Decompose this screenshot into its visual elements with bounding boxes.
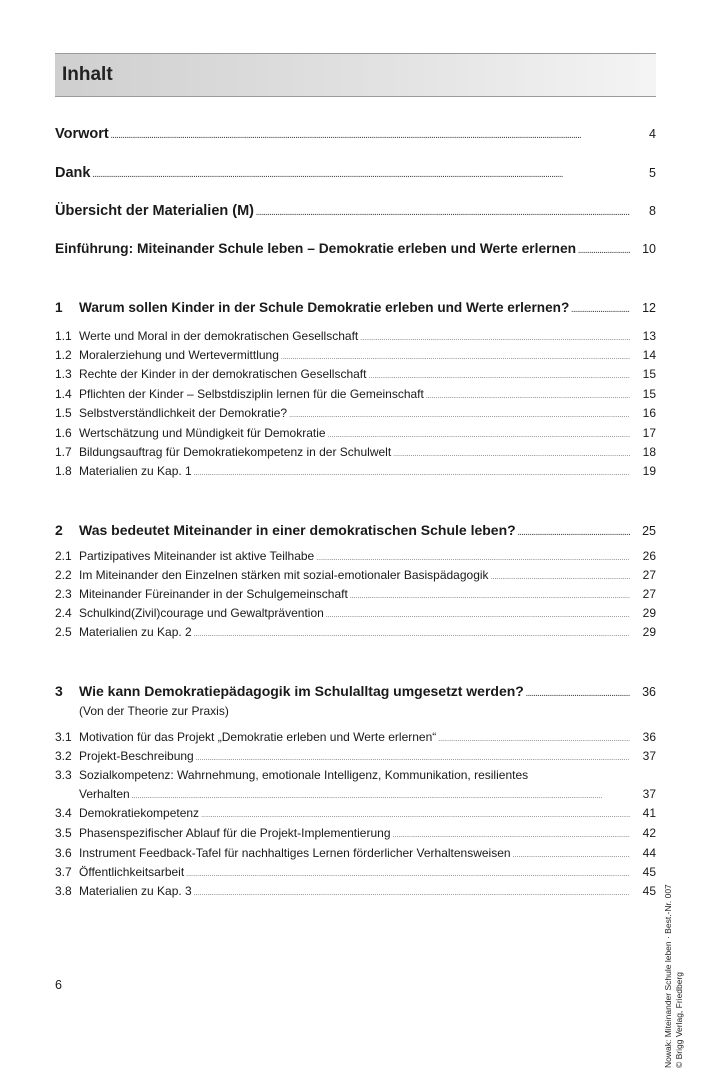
section-page: 17 [642, 426, 656, 440]
section-title: Materialien zu Kap. 1 [79, 464, 192, 478]
section-page: 26 [642, 549, 656, 563]
section-title: Pflichten der Kinder – Selbstdisziplin lernen für die Gemeinschaft [79, 387, 424, 401]
section-title: Bildungsauftrag für Demokratiekompetenz in der Schulwelt [79, 445, 392, 459]
leader-dots [526, 683, 630, 699]
leader-dots [518, 522, 630, 538]
toc-section-3-3[interactable] [55, 768, 656, 782]
leader-dots [196, 749, 630, 763]
leader-dots [393, 445, 630, 459]
toc-section-2-1[interactable] [55, 549, 656, 563]
section-page: 29 [642, 606, 656, 620]
section-title: Projekt-Beschreibung [79, 749, 194, 763]
toc-section-3-3-continued[interactable] [55, 787, 656, 801]
toc-entry-dank[interactable] [55, 165, 656, 181]
section-number: 1.3 [55, 367, 72, 381]
section-number: 3.7 [55, 865, 72, 879]
section-title: Im Miteinander den Einzelnen stärken mit sozial-emotionaler Basispädagogik [79, 568, 489, 582]
section-page: 27 [642, 568, 656, 582]
section-number: 3.6 [55, 846, 72, 860]
section-title-continuation: Verhalten [79, 787, 130, 801]
section-number: 1.5 [55, 406, 72, 420]
section-title: Demokratiekompetenz [79, 806, 200, 820]
section-number: 2.3 [55, 587, 72, 601]
toc-section-2-3[interactable] [55, 587, 656, 601]
toc-section-3-2[interactable] [55, 749, 656, 763]
section-number: 1.8 [55, 464, 72, 478]
publisher-side-note [663, 838, 685, 1068]
section-title: Werte und Moral in der demokratischen Gesellschaft [79, 329, 359, 343]
chapter-number: 2 [55, 522, 63, 538]
section-title: Schulkind(Zivil)courage und Gewaltprävention [79, 606, 324, 620]
leader-dots [393, 826, 631, 840]
toc-section-1-5[interactable] [55, 406, 656, 420]
section-number: 2.2 [55, 568, 72, 582]
toc-entry-einfuehrung[interactable] [55, 241, 656, 256]
toc-section-1-2[interactable] [55, 348, 656, 362]
section-title: Öffentlichkeitsarbeit [79, 865, 185, 879]
leader-dots [578, 241, 630, 256]
leader-dots [201, 806, 630, 820]
section-title: Rechte der Kinder in der demokratischen Gesellschaft [79, 367, 367, 381]
chapter-page: 12 [642, 301, 656, 315]
leader-dots [513, 846, 630, 860]
section-page: 27 [642, 587, 656, 601]
section-title: Miteinander Füreinander in der Schulgemeinschaft [79, 587, 348, 601]
section-title: Selbstverständlichkeit der Demokratie? [79, 406, 288, 420]
leader-dots [194, 625, 630, 639]
chapter-number: 1 [55, 300, 63, 315]
toc-section-3-7[interactable] [55, 865, 656, 879]
toc-section-2-4[interactable] [55, 606, 656, 620]
side-note-line-1: Nowak: Miteinander Schule leben · Best.-Nr. 007 [663, 884, 673, 1068]
leader-dots [328, 426, 630, 440]
section-page: 15 [642, 387, 656, 401]
section-title: Motivation für das Projekt „Demokratie erleben und Werte erlernen“ [79, 730, 437, 744]
section-number: 1.4 [55, 387, 72, 401]
section-page: 13 [642, 329, 656, 343]
leader-dots [326, 606, 630, 620]
toc-section-2-5[interactable] [55, 625, 656, 639]
chapter-title: Was bedeutet Miteinander in einer demokratischen Schule leben? [79, 522, 516, 538]
contents-title: Inhalt [62, 64, 113, 85]
toc-entry-page: 10 [642, 242, 656, 256]
leader-dots [571, 300, 630, 315]
leader-dots [316, 549, 630, 563]
section-page: 16 [642, 406, 656, 420]
section-number: 3.1 [55, 730, 72, 744]
toc-section-1-3[interactable] [55, 367, 656, 381]
leader-dots [289, 406, 630, 420]
toc-section-3-5[interactable] [55, 826, 656, 840]
section-number: 2.1 [55, 549, 72, 563]
leader-dots [111, 126, 630, 142]
section-number: 2.4 [55, 606, 72, 620]
section-title: Moralerziehung und Wertevermittlung [79, 348, 279, 362]
section-title: Partizipatives Miteinander ist aktive Teilhabe [79, 549, 315, 563]
section-title: Wertschätzung und Mündigkeit für Demokratie [79, 426, 326, 440]
section-page: 42 [642, 826, 656, 840]
toc-entry-page: 5 [649, 166, 656, 180]
section-page: 45 [642, 865, 656, 879]
chapter-title: Warum sollen Kinder in der Schule Demokratie erleben und Werte erlernen? [79, 300, 570, 315]
toc-section-1-6[interactable] [55, 426, 656, 440]
leader-dots [256, 203, 630, 219]
section-page: 36 [642, 730, 656, 744]
leader-dots [360, 329, 630, 343]
leader-dots [194, 884, 630, 898]
chapter-number: 3 [55, 683, 63, 699]
section-title: Materialien zu Kap. 2 [79, 625, 192, 639]
section-page: 29 [642, 625, 656, 639]
toc-section-1-1[interactable] [55, 329, 656, 343]
toc-entry-materialien[interactable] [55, 203, 656, 219]
leader-dots [186, 865, 630, 879]
toc-entry-page: 4 [649, 127, 656, 141]
section-number: 3.4 [55, 806, 72, 820]
section-page: 18 [642, 445, 656, 459]
section-page: 37 [642, 749, 656, 763]
side-note-line-2: © Brigg Verlag, Friedberg [674, 971, 684, 1068]
leader-dots [491, 568, 630, 582]
section-number: 1.2 [55, 348, 72, 362]
leader-dots [438, 730, 630, 744]
section-page: 19 [642, 464, 656, 478]
leader-dots [368, 367, 630, 381]
section-title: Instrument Feedback-Tafel für nachhaltiges Lernen förderlicher Verhaltensweisen [79, 846, 511, 860]
section-number: 3.3 [55, 768, 72, 782]
leader-dots [92, 165, 630, 181]
chapter-page: 25 [642, 524, 656, 538]
leader-dots [426, 387, 630, 401]
section-page: 37 [642, 787, 656, 801]
section-page: 14 [642, 348, 656, 362]
section-title: Phasenspezifischer Ablauf für die Projekt-Implementierung [79, 826, 391, 840]
toc-section-3-4[interactable] [55, 806, 656, 820]
section-number: 2.5 [55, 625, 72, 639]
toc-section-3-1[interactable] [55, 730, 656, 744]
toc-entry-label: Einführung: Miteinander Schule leben – Demokratie erleben und Werte erlernen [55, 241, 577, 256]
leader-dots [350, 587, 630, 601]
section-number: 3.2 [55, 749, 72, 763]
section-page: 15 [642, 367, 656, 381]
toc-chapter-3[interactable] [55, 683, 656, 699]
toc-entry-label: Übersicht der Materialien (M) [55, 203, 255, 219]
toc-section-2-2[interactable] [55, 568, 656, 582]
section-number: 1.6 [55, 426, 72, 440]
toc-section-1-4[interactable] [55, 387, 656, 401]
leader-dots [281, 348, 630, 362]
toc-entry-label: Vorwort [55, 126, 109, 142]
section-page: 45 [642, 884, 656, 898]
toc-section-3-8[interactable] [55, 884, 656, 898]
chapter-page: 36 [642, 685, 656, 699]
toc-chapter-2[interactable] [55, 522, 656, 538]
chapter-title: Wie kann Demokratiepädagogik im Schulalltag umgesetzt werden? [79, 683, 524, 699]
section-number: 1.1 [55, 329, 72, 343]
toc-section-1-8[interactable] [55, 464, 656, 478]
section-number: 3.8 [55, 884, 72, 898]
section-number: 1.7 [55, 445, 72, 459]
toc-entry-vorwort[interactable] [55, 126, 656, 142]
toc-chapter-1[interactable] [55, 300, 656, 315]
section-page: 41 [642, 806, 656, 820]
toc-entry-label: Dank [55, 165, 91, 181]
chapter-subtitle: (Von der Theorie zur Praxis) [79, 704, 229, 718]
leader-dots [194, 464, 630, 478]
section-number: 3.5 [55, 826, 72, 840]
toc-section-3-6[interactable] [55, 846, 656, 860]
page-number: 6 [55, 978, 62, 992]
contents-header-bar [55, 53, 656, 97]
section-title: Materialien zu Kap. 3 [79, 884, 192, 898]
toc-section-1-7[interactable] [55, 445, 656, 459]
leader-dots [132, 787, 630, 801]
section-page: 44 [642, 846, 656, 860]
section-title: Sozialkompetenz: Wahrnehmung, emotionale Intelligenz, Kommunikation, resilientes [79, 768, 529, 782]
toc-entry-page: 8 [649, 204, 656, 218]
